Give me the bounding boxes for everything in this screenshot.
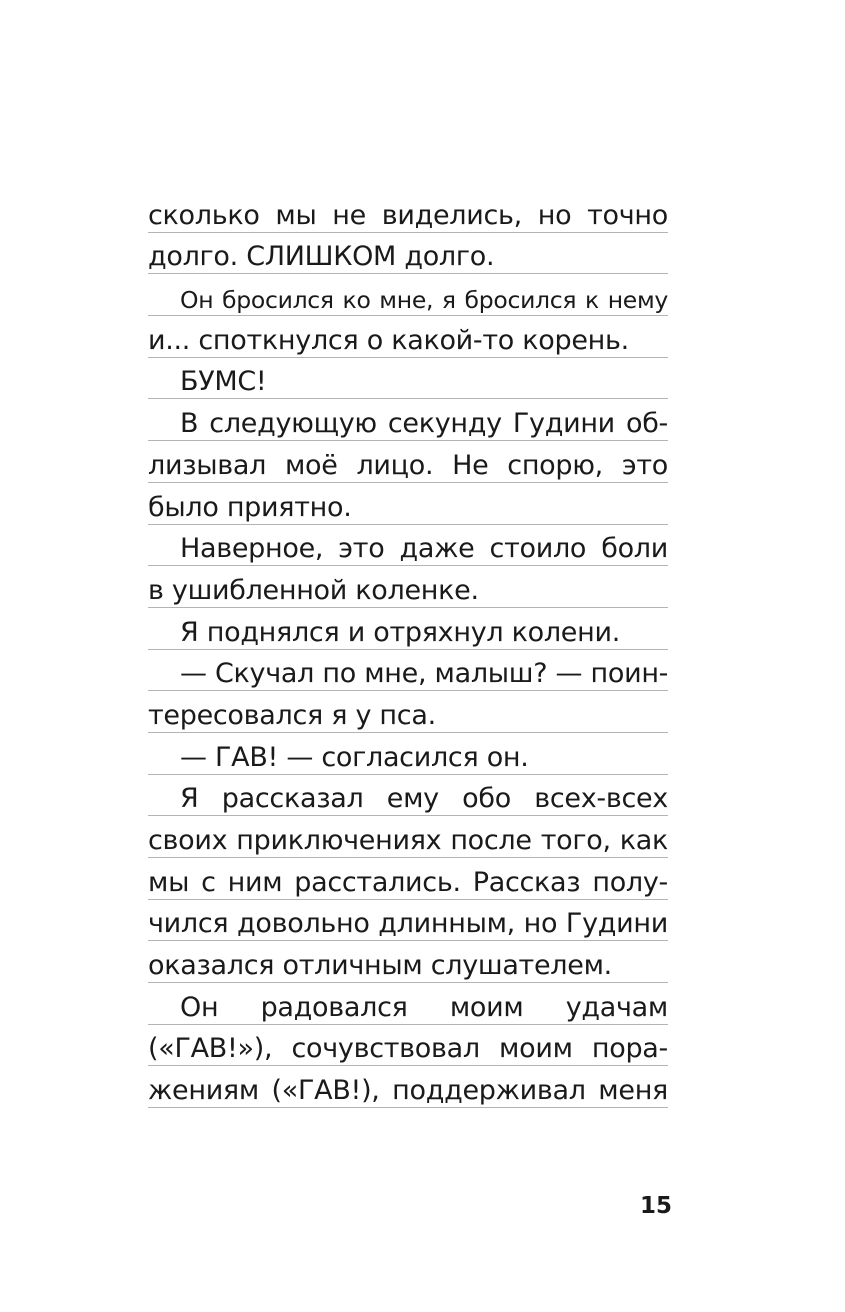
text-line: мы с ним расстались. Рассказ полу-: [148, 858, 668, 900]
text-line: Я рассказал ему обо всех-всех: [148, 775, 668, 817]
text-line: Наверное, это даже стоило боли: [148, 525, 668, 567]
text-line: жениям («ГАВ!), поддерживал меня: [148, 1066, 668, 1108]
text-line: и... споткнулся о какой-то корень.: [148, 316, 668, 358]
text-line: — ГАВ! — согласился он.: [148, 733, 668, 775]
text-line: было приятно.: [148, 483, 668, 525]
text-line: в ушибленной коленке.: [148, 566, 668, 608]
page-number: 15: [639, 1193, 672, 1219]
text-line: сколько мы не виделись, но точно: [148, 191, 668, 233]
text-line: лизывал моё лицо. Не спорю, это: [148, 441, 668, 483]
text-line: («ГАВ!»), сочувствовал моим пора-: [148, 1025, 668, 1067]
text-line: долго. СЛИШКОМ долго.: [148, 233, 668, 275]
text-line: оказался отличным слушателем.: [148, 941, 668, 983]
text-line: — Скучал по мне, малыш? — поин-: [148, 650, 668, 692]
text-line: своих приключениях после того, как: [148, 816, 668, 858]
text-line: БУМС!: [148, 358, 668, 400]
text-line: Он радовался моим удачам: [148, 983, 668, 1025]
text-line: тересовался я у пса.: [148, 691, 668, 733]
body-text: [148, 191, 668, 1108]
text-line: В следующую секунду Гудини об-: [148, 399, 668, 441]
text-line: Я поднялся и отряхнул колени.: [148, 608, 668, 650]
text-line: чился довольно длинным, но Гудини: [148, 900, 668, 942]
text-line: Он бросился ко мне, я бросился к нему: [148, 274, 668, 316]
